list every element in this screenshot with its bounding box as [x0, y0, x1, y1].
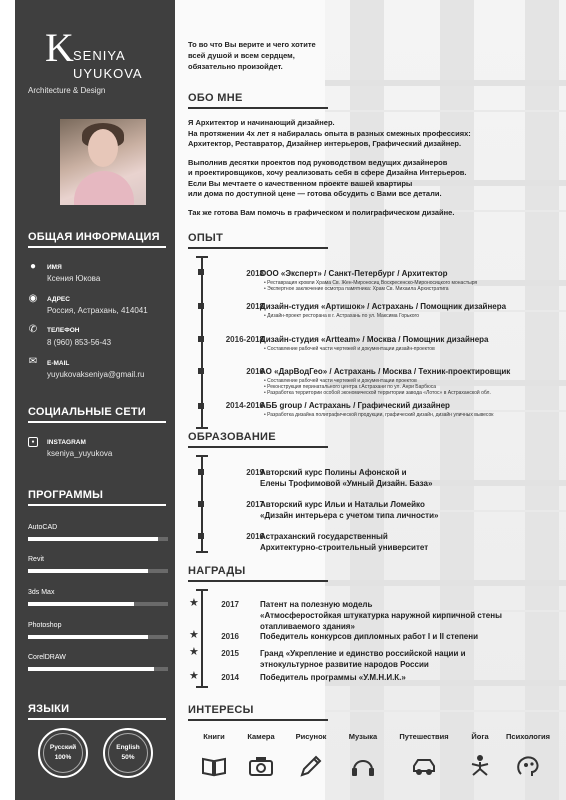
education-timeline-bottom: [196, 551, 208, 553]
education-heading: ОБРАЗОВАНИЕ: [188, 431, 276, 443]
star-icon: ★: [189, 629, 199, 641]
program-fill-revit: [28, 569, 148, 573]
general-info-heading: ОБЩАЯ ИНФОРМАЦИЯ: [28, 231, 160, 243]
awards-heading: НАГРАДЫ: [188, 565, 246, 577]
experience-marker: [198, 336, 204, 342]
education-line: Авторский курс Ильи и Натальи Ломейко: [260, 500, 425, 509]
about-divider: [188, 107, 328, 109]
education-line: Елены Трофимовой «Умный Дизайн. База»: [260, 479, 433, 488]
education-year: 2017: [246, 500, 264, 509]
program-fill-photoshop: [28, 635, 148, 639]
about-text: [188, 118, 548, 226]
yoga-icon: [467, 754, 493, 778]
about-heading: ОБО МНЕ: [188, 92, 243, 104]
about-p1-line3: Архитектор, Реставратор, Дизайнер интерьеров, Графический дизайнер.: [188, 139, 462, 148]
awards-divider: [188, 580, 328, 582]
logo-line-1: SENIYA: [73, 48, 126, 63]
program-fill-autocad: [28, 537, 158, 541]
education-marker: [198, 533, 204, 539]
program-bar-3dsmax: [28, 602, 168, 606]
book-icon: [201, 754, 227, 778]
program-bar-autocad: [28, 537, 168, 541]
interest-label-yoga: Йога: [471, 732, 489, 741]
award-line: этнокультурное развитие народов России: [260, 660, 429, 669]
education-timeline-top: [196, 455, 208, 457]
languages-divider: [28, 718, 166, 720]
language-name-russian: Русский: [49, 744, 77, 751]
education-marker: [198, 469, 204, 475]
social-value-instagram[interactable]: kseniya_yuyukova: [47, 449, 113, 458]
education-marker: [198, 501, 204, 507]
social-divider: [28, 421, 166, 423]
intro-line-2: всей душой и всем сердцем,: [188, 51, 295, 60]
pencil-icon: [298, 754, 324, 778]
star-icon: ★: [189, 646, 199, 658]
contact-label-name: ИМЯ: [47, 264, 62, 271]
experience-year: 2018: [246, 269, 264, 278]
experience-note: • Реконструкция перинатального центра г.Астрахани по ул. Анри Барбюса: [264, 384, 437, 390]
about-p3: Так же готова Вам помочь в графическом и полиграфическом дизайне.: [188, 207, 455, 217]
awards-timeline-top: [196, 589, 208, 591]
award-line: Победитель программы «У.М.Н.И.К.»: [260, 673, 406, 682]
experience-marker: [198, 269, 204, 275]
interest-label-psychology: Психология: [506, 732, 550, 741]
contact-value-email[interactable]: yuyukovakseniya@gmail.ru: [47, 370, 145, 379]
program-fill-coreldraw: [28, 667, 154, 671]
star-icon: ★: [189, 597, 199, 609]
interest-label-drawing: Рисунок: [295, 732, 327, 741]
award-line: отапливаемого здания»: [260, 622, 355, 631]
experience-divider: [188, 247, 328, 249]
phone-icon: ✆: [28, 324, 38, 335]
education-line: Архитектурно-строительный университет: [260, 543, 429, 552]
program-bar-revit: [28, 569, 168, 573]
profile-photo: [60, 119, 146, 205]
person-icon: ●: [29, 261, 37, 272]
car-icon: [411, 754, 437, 778]
logo-subtitle: Architecture & Design: [28, 86, 106, 95]
experience-title: Дизайн-студия «Artteam» / Москва / Помощник дизайнера: [260, 335, 489, 344]
language-ring-english: [108, 733, 148, 773]
headphones-icon: [350, 754, 376, 778]
education-year: 2016: [246, 532, 264, 541]
awards-timeline: [201, 589, 203, 687]
brain-icon: [515, 754, 541, 778]
experience-marker: [198, 368, 204, 374]
award-line: Патент на полезную модель: [260, 600, 373, 609]
award-line: Гранд «Укрепление и единство российской нации и: [260, 649, 466, 658]
programs-divider: [28, 504, 166, 506]
experience-year: 2018: [246, 302, 264, 311]
about-p2-line2: и проектировщиков, хочу реализовать себя в сфере Дизайна Интерьеров.: [188, 168, 467, 177]
contact-label-email: E-MAIL: [47, 360, 70, 367]
logo: [45, 25, 155, 92]
intro-line-3: обязательно произойдет.: [188, 62, 283, 71]
experience-title: Дизайн-студия «Артишок» / Астрахань / Помощник дизайнера: [260, 302, 507, 311]
about-p2-line3: Если Вы мечтаете о качественном проекте вашей квартиры: [188, 178, 413, 188]
experience-timeline-bottom: [196, 427, 208, 429]
sidebar: [15, 0, 175, 800]
about-p2-line1: Выполнив десятки проектов под руководством ведущих дизайнеров: [188, 157, 448, 167]
language-circle-english: [103, 728, 153, 778]
education-line: «Дизайн интерьера с учетом типа личности»: [260, 511, 439, 520]
program-name-3dsmax: 3ds Max: [28, 589, 55, 596]
experience-note: • Реставрация кровли Храма Св. Жен-Мироносиц Воскресенско-Мироносицкого монастыря: [264, 280, 478, 286]
interest-label-travel: Путешествия: [399, 732, 449, 741]
language-value-russian: 100%: [54, 754, 72, 761]
education-line: Авторский курс Полины Афонской и: [260, 468, 407, 477]
interest-label-camera: Камера: [247, 732, 275, 741]
experience-marker: [198, 303, 204, 309]
award-line: «Атмосферостойкая штукатурка наружной кирпичной стены: [260, 611, 502, 620]
program-name-photoshop: Photoshop: [28, 622, 62, 629]
intro-line-1: То во что Вы верите и чего хотите: [188, 40, 316, 49]
contact-label-phone: ТЕЛЕФОН: [47, 327, 80, 334]
experience-note: • Составление рабочей части чертежей и документации проектов: [264, 378, 417, 384]
award-year: 2017: [221, 600, 239, 609]
intro-quote: [188, 39, 316, 72]
experience-note: • Составление рабочей части чертежей и документации дизайн-проектов: [264, 346, 435, 352]
social-heading: СОЦИАЛЬНЫЕ СЕТИ: [28, 406, 146, 418]
award-year: 2015: [221, 649, 239, 658]
languages-heading: ЯЗЫКИ: [28, 703, 70, 715]
contact-value-phone[interactable]: 8 (960) 853-56-43: [47, 338, 112, 347]
award-line: Победитель конкурсов дипломных работ I и II степени: [260, 632, 478, 641]
social-label-instagram: INSTAGRAM: [47, 439, 86, 446]
experience-year: 2014-2016: [225, 401, 264, 410]
language-name-english: English: [116, 744, 140, 751]
location-pin-icon: ◉: [28, 293, 38, 304]
contact-label-address: АДРЕС: [47, 296, 70, 303]
experience-note: • Экспертное заключение осмотра памятника: Храм Св. Михаила Архистратига: [264, 286, 449, 292]
experience-note: • Разработка дизайна полиграфической продукции, графический дизайн, дизайн уличных вывесок: [264, 412, 494, 418]
camera-icon: [248, 754, 274, 778]
logo-initial: K: [45, 25, 72, 70]
experience-note: • Разработка территории особой экономической территории завода «Лотос» в Астраханской обл.: [264, 390, 491, 396]
education-year: 2019: [246, 468, 264, 477]
star-icon: ★: [189, 670, 199, 682]
award-year: 2014: [221, 673, 239, 682]
experience-year: 2016: [246, 367, 264, 376]
award-year: 2016: [221, 632, 239, 641]
interest-label-music: Музыка: [348, 732, 378, 741]
program-bar-photoshop: [28, 635, 168, 639]
program-bar-coreldraw: [28, 667, 168, 671]
about-p2-line4: или дома по доступной цене — готова обсудить с Вами все детали.: [188, 189, 442, 198]
experience-note: • Дизайн-проект ресторана в г. Астрахань по ул. Максима Горького: [264, 313, 420, 319]
program-name-autocad: AutoCAD: [28, 524, 58, 531]
experience-marker: [198, 403, 204, 409]
language-circle-russian: [38, 728, 88, 778]
experience-heading: ОПЫТ: [188, 232, 224, 244]
main-content: [188, 0, 558, 800]
interests-heading: ИНТЕРЕСЫ: [188, 704, 254, 716]
contact-value-address: Россия, Астрахань, 414041: [47, 306, 148, 315]
mail-icon: ✉: [28, 356, 38, 367]
experience-year: 2016-2018: [225, 335, 264, 344]
experience-title: АББ group / Астрахань / Графический дизайнер: [260, 401, 450, 410]
language-ring-russian: [43, 733, 83, 773]
experience-timeline-top: [196, 256, 208, 258]
program-name-revit: Revit: [28, 556, 44, 563]
about-p1-line2: На протяжении 4х лет я набиралась опыта в разных смежных профессиях:: [188, 128, 471, 138]
programs-heading: ПРОГРАММЫ: [28, 489, 104, 501]
education-divider: [188, 446, 328, 448]
program-fill-3dsmax: [28, 602, 134, 606]
interest-label-books: Книги: [203, 732, 225, 741]
experience-title: АО «ДарВодГео» / Астрахань / Москва / Техник-проектировщик: [260, 367, 511, 376]
education-line: Астраханский государственный: [260, 532, 388, 541]
awards-timeline-bottom: [196, 686, 208, 688]
about-p1-line1: Я Архитектор и начинающий дизайнер.: [188, 118, 335, 127]
program-name-coreldraw: CorelDRAW: [28, 654, 66, 661]
contact-value-name: Ксения Юкова: [47, 274, 101, 283]
general-info-divider: [28, 246, 166, 248]
interests-divider: [188, 719, 328, 721]
logo-line-2: UYUKOVA: [73, 66, 143, 81]
experience-title: ООО «Эксперт» / Санкт-Петербург / Архитектор: [260, 269, 448, 278]
language-value-english: 50%: [121, 754, 135, 761]
instagram-icon: ●: [28, 437, 38, 447]
